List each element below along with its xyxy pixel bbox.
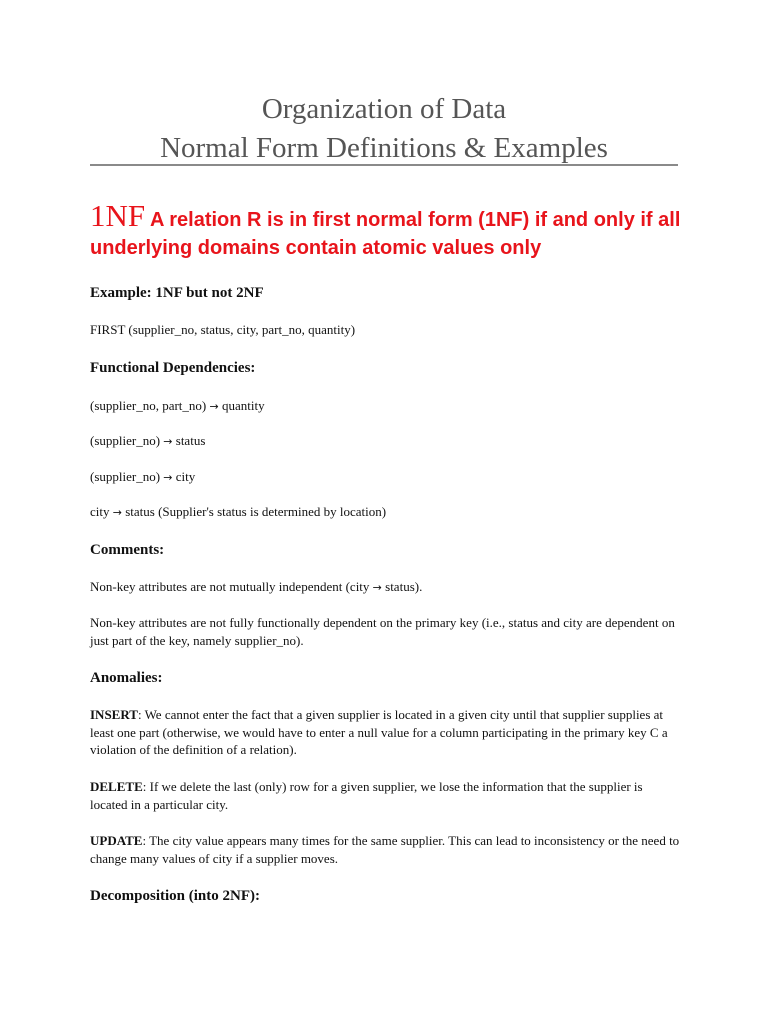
right-arrow-icon: → <box>163 435 173 448</box>
comment-text: Non-key attributes are not mutually independent (city <box>90 579 370 594</box>
dependency-rhs: city <box>175 469 196 484</box>
comment-paragraph: Non-key attributes are not fully functionally dependent on the primary key (i.e., status and city are dependent on just part of the key, namely supplier_no). <box>90 615 675 648</box>
nf1-definition-heading <box>90 198 690 262</box>
dependency-lhs: (supplier_no, part_no) <box>90 398 207 413</box>
nf1-definition-text: A relation R is in first normal form (1NF) if and only if all underlying domains contain atomic values only <box>90 209 681 259</box>
right-arrow-icon: → <box>209 400 219 413</box>
decomposition-heading: Decomposition (into 2NF): <box>90 888 260 904</box>
delete-anomaly-paragraph <box>90 778 680 813</box>
update-text: : The city value appears many times for the same supplier. This can lead to inconsistency or the need to change many values of city if a supplier moves. <box>90 833 680 866</box>
anomalies-heading: Anomalies: <box>90 670 163 686</box>
title-line-1: Organization of Data <box>261 93 507 125</box>
title-line-2: Normal Form Definitions & Examples <box>160 132 608 164</box>
dependency-lhs: (supplier_no) <box>90 469 161 484</box>
dependency-lhs: (supplier_no) <box>90 433 161 448</box>
dependency-rhs: status <box>175 433 206 448</box>
delete-label: DELETE <box>90 779 143 794</box>
right-arrow-icon: → <box>163 471 173 484</box>
dependency-rhs: quantity <box>221 398 265 413</box>
dependency-item <box>90 503 680 522</box>
dependency-item <box>90 432 680 451</box>
insert-label: INSERT <box>90 707 138 722</box>
dependency-item <box>90 468 680 487</box>
document-title <box>90 90 678 168</box>
update-label: UPDATE <box>90 833 143 848</box>
comments-heading: Comments: <box>90 542 165 558</box>
dependencies-heading: Functional Dependencies: <box>90 360 256 376</box>
right-arrow-icon: → <box>112 506 122 519</box>
example-heading: Example: 1NF but not 2NF <box>90 285 264 301</box>
insert-text: : We cannot enter the fact that a given supplier is located in a given city until that supplier supplies at least one part (otherwise, we would have to enter a null value for a column participating in the primary key C a violation of the definition of a relation). <box>90 707 668 757</box>
dependency-item <box>90 397 680 416</box>
nf1-tag: 1NF <box>90 198 146 233</box>
right-arrow-icon: → <box>372 581 382 594</box>
title-divider <box>90 164 678 166</box>
update-anomaly-paragraph <box>90 832 680 867</box>
comment-text: status). <box>385 579 423 594</box>
delete-text: : If we delete the last (only) row for a given supplier, we lose the information that the supplier is located in a particular city. <box>90 779 643 812</box>
dependency-rhs: status (Supplier's status is determined by location) <box>125 504 387 519</box>
example-relation: FIRST (supplier_no, status, city, part_no, quantity) <box>90 322 356 337</box>
comment-paragraph <box>90 578 680 597</box>
insert-anomaly-paragraph <box>90 706 680 759</box>
dependency-lhs: city <box>90 504 110 519</box>
